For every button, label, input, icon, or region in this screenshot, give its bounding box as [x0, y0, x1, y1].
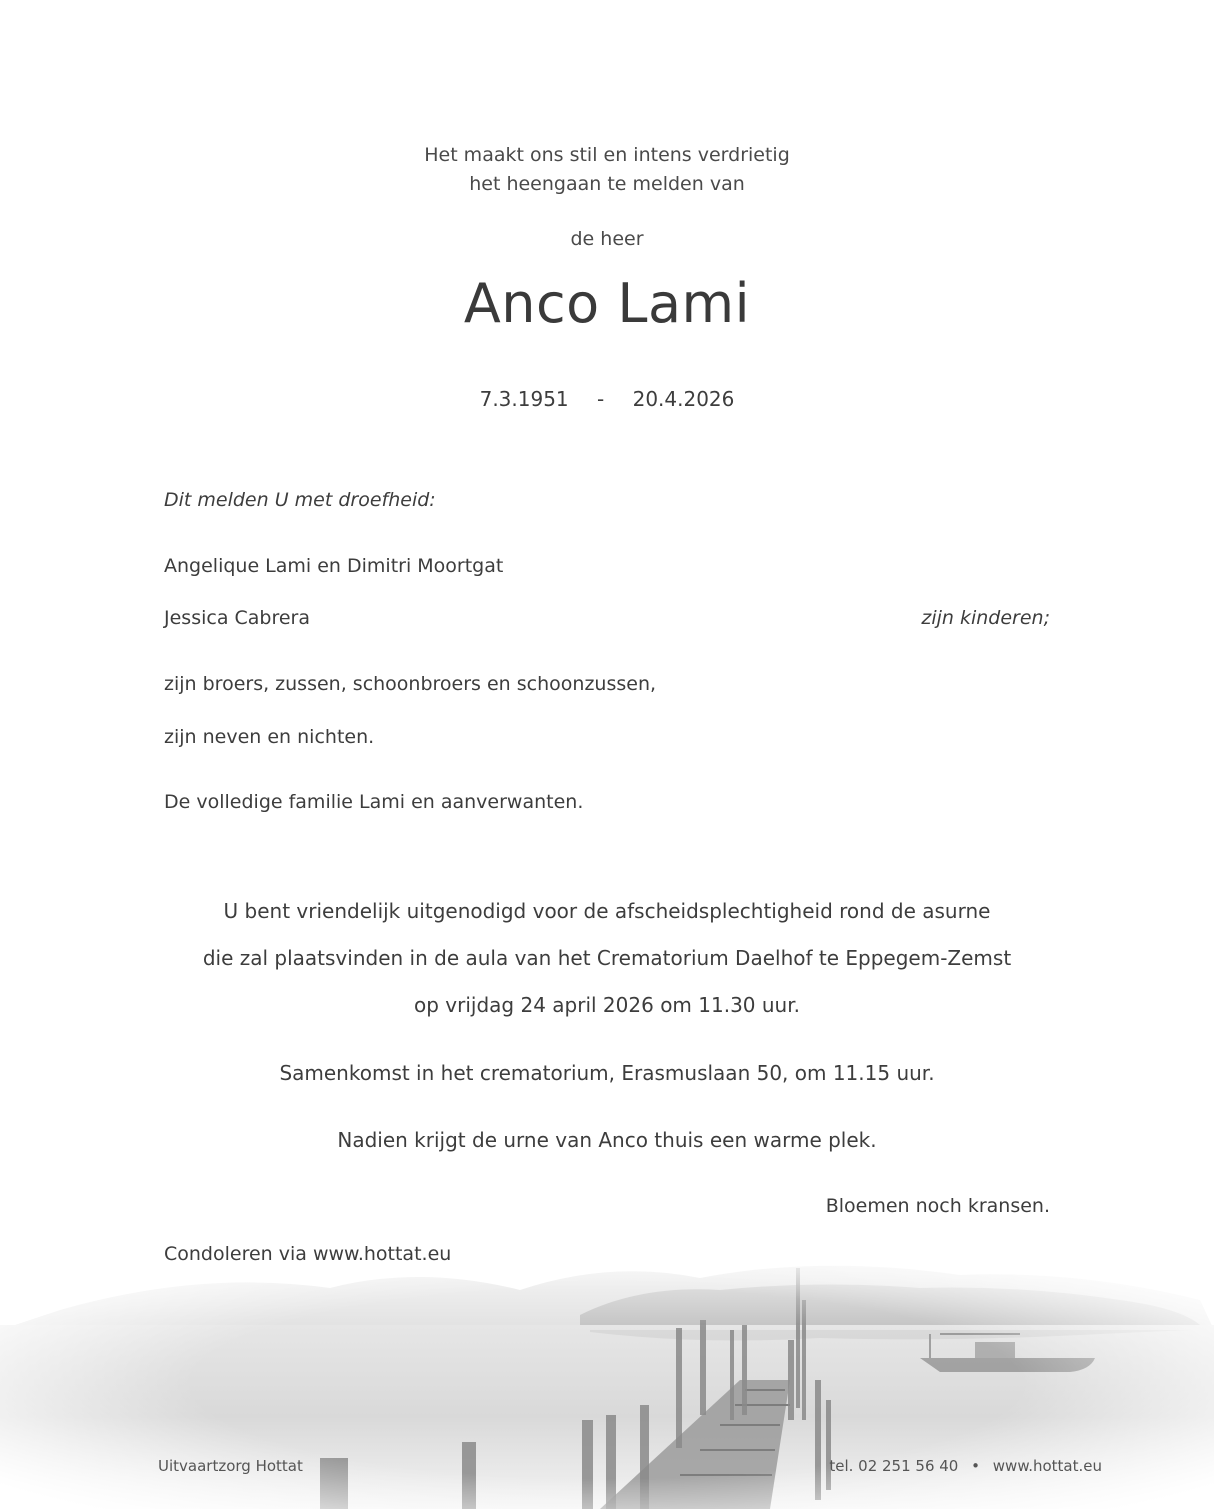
website-link[interactable]: www.hottat.eu — [992, 1457, 1102, 1475]
flowers-line: Bloemen noch kransen. — [825, 1195, 1050, 1217]
ceremony-line-2: die zal plaatsvinden in de aula van het Crematorium Daelhof te Eppegem-Zemst — [202, 946, 1012, 970]
urn-line: Nadien krijgt de urne van Anco thuis een warme plek. — [337, 1128, 877, 1152]
deceased-name: Anco Lami — [463, 272, 751, 335]
date-separator: - — [597, 387, 605, 411]
children-label: zijn kinderen; — [921, 607, 1050, 629]
birth-date: 7.3.1951 — [479, 387, 569, 411]
family-line: De volledige familie Lami en aanverwanten. — [164, 791, 584, 813]
bullet-separator: • — [971, 1457, 980, 1475]
life-dates — [0, 387, 1214, 411]
phone-number: tel. 02 251 56 40 — [829, 1457, 959, 1475]
cousins-line: zijn neven en nichten. — [164, 726, 375, 748]
honorific: de heer — [570, 228, 644, 250]
condolence-line: Condoleren via www.hottat.eu — [164, 1243, 452, 1265]
intro-line-1: Het maakt ons stil en intens verdrietig — [424, 144, 790, 166]
siblings-line: zijn broers, zussen, schoonbroers en schoonzussen, — [164, 673, 657, 695]
intro-line-2: het heengaan te melden van — [469, 173, 745, 195]
children-line-2: Jessica Cabrera — [164, 607, 311, 629]
footer-contact — [829, 1457, 1102, 1475]
children-line-1: Angelique Lami en Dimitri Moortgat — [164, 555, 504, 577]
funeral-home-name: Uitvaartzorg Hottat — [158, 1457, 303, 1475]
death-date: 20.4.2026 — [632, 387, 735, 411]
ceremony-line-1: U bent vriendelijk uitgenodigd voor de afscheidsplechtigheid rond de asurne — [223, 899, 991, 923]
gathering-line: Samenkomst in het crematorium, Erasmuslaan 50, om 11.15 uur. — [279, 1061, 935, 1085]
mourners-heading: Dit melden U met droefheid: — [164, 489, 436, 511]
ceremony-line-3: op vrijdag 24 april 2026 om 11.30 uur. — [414, 993, 800, 1017]
